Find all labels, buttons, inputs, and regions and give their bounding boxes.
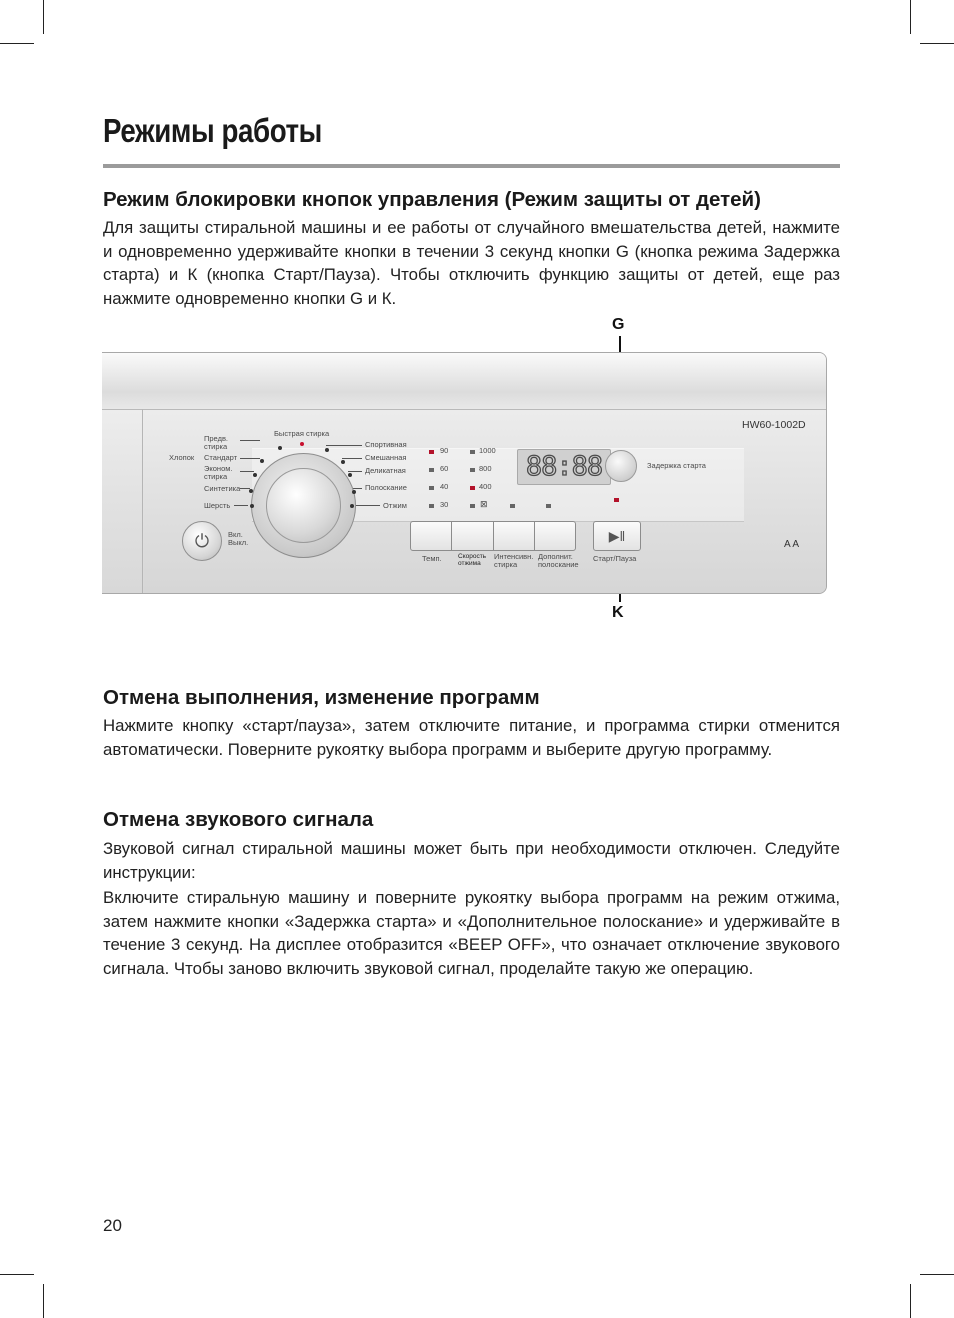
crop-mark — [0, 43, 34, 44]
button-label: Скорость отжима — [458, 553, 487, 567]
power-label: Вкл. Выкл. — [228, 530, 249, 547]
intensive-led — [510, 504, 515, 508]
energy-class-label: A A — [784, 539, 800, 550]
spin-label: 800 — [479, 464, 492, 473]
temperature-label: 90 — [440, 446, 449, 455]
program-leader — [354, 505, 380, 506]
temperature-label: 60 — [440, 464, 449, 473]
crop-mark — [0, 1274, 34, 1275]
panel-separator — [142, 409, 143, 593]
intensive-wash-button[interactable] — [494, 522, 535, 550]
sound-paragraph-steps: Включите стиральную машину и поверните рукоятку выбора программ на режим отжима, затем нажмите кнопки «Задержка старта» и «Дополнительное полоскание» и удерживайте в течение 3 секунд. На дисплее отобразится «BEEP OFF», что означает отключение звукового сигнала. Чтобы заново включить звуковой сигнал, проделайте такую же операцию. — [103, 888, 840, 978]
button-label: Интенсивн. стирка — [494, 552, 534, 569]
program-leader — [240, 458, 260, 459]
program-label-top: Быстрая стирка — [274, 429, 330, 438]
section-heading-child-lock: Режим блокировки кнопок управления (Режим защиты от детей) — [103, 188, 761, 211]
program-leader — [326, 445, 362, 446]
sound-paragraph-intro: Звуковой сигнал стиральной машины может быть при необходимости отключен. Следуйте инструкции: — [103, 839, 840, 882]
knob-tick — [250, 504, 254, 508]
callout-label-k: K — [612, 604, 624, 621]
temperature-button[interactable] — [411, 522, 452, 550]
spin-led — [470, 468, 475, 472]
temperature-led — [429, 486, 434, 490]
panel-rim — [102, 353, 826, 410]
callout-label-g: G — [612, 316, 625, 333]
knob-tick — [348, 473, 352, 477]
play-pause-icon: ▶‖ — [608, 528, 626, 544]
knob-tick — [341, 460, 345, 464]
program-leader — [240, 440, 260, 441]
no-spin-icon: ⊠ — [480, 499, 488, 509]
start-led — [614, 498, 619, 502]
knob-tick — [325, 448, 329, 452]
section-heading-sound: Отмена звукового сигнала — [103, 808, 374, 831]
page-number: 20 — [103, 1216, 122, 1235]
rinse-led — [546, 504, 551, 508]
program-group-label: Хлопок — [169, 453, 195, 462]
program-leader — [342, 458, 362, 459]
time-display: 88:88 — [517, 449, 611, 485]
delay-start-button[interactable] — [605, 450, 637, 482]
temperature-label: 40 — [440, 482, 449, 491]
control-panel-illustration — [102, 352, 827, 594]
temperature-label: 30 — [440, 500, 449, 509]
knob-tick — [253, 473, 257, 477]
program-label-right: Отжим — [383, 501, 407, 510]
program-label-right: Полоскание — [365, 483, 407, 492]
crop-mark — [43, 1284, 44, 1318]
page-title: Режимы работы — [103, 112, 322, 149]
spin-label: 400 — [479, 482, 492, 491]
spin-label: 1000 — [479, 446, 496, 455]
crop-mark — [910, 1284, 911, 1318]
spin-speed-button[interactable] — [452, 522, 493, 550]
program-label-right: Спортивная — [365, 440, 407, 449]
spin-led — [470, 504, 475, 508]
cancel-paragraph: Нажмите кнопку «старт/пауза», затем отключите питание, и программа стирки отменится автоматически. Поверните рукоятку выбора программ и выберите другую программу. — [103, 716, 840, 759]
spin-led — [470, 450, 475, 454]
temperature-led — [429, 450, 434, 454]
crop-mark — [43, 0, 44, 34]
program-label-right: Деликатная — [365, 466, 406, 475]
model-name: HW60-1002D — [742, 419, 806, 431]
function-button-group — [410, 521, 576, 551]
program-selector-knob — [266, 468, 341, 543]
button-label: Дополнит. полоскание — [538, 552, 579, 569]
knob-tick — [350, 504, 354, 508]
crop-mark — [920, 1274, 954, 1275]
child-lock-paragraph: Для защиты стиральной машины и ее работы от случайного вмешательства детей, нажмите и одновременно удерживайте кнопки в течении 3 секунд кнопки G (кнопка режима Задержка старта) и К (кнопка Старт/Пауза). Чтобы отключить функцию защиты от детей, еще раз нажмите одновременно кнопки G и К. — [103, 218, 840, 308]
temperature-led — [429, 504, 434, 508]
extra-rinse-button[interactable] — [535, 522, 575, 550]
knob-tick — [249, 489, 253, 493]
spin-led — [470, 486, 475, 490]
title-rule — [103, 164, 840, 168]
program-label-left: Эконом. стирка — [204, 464, 233, 481]
program-label-right: Смешанная — [365, 453, 407, 462]
section-heading-cancel: Отмена выполнения, изменение программ — [103, 686, 540, 709]
temperature-led — [429, 468, 434, 472]
program-label-left: Предв. стирка — [204, 434, 229, 451]
power-icon: ⏻ — [194, 531, 210, 551]
program-label-left: Стандарт — [204, 453, 238, 462]
program-leader — [234, 505, 248, 506]
program-leader — [240, 471, 254, 472]
start-pause-label: Старт/Пауза — [593, 554, 637, 563]
program-leader — [348, 471, 362, 472]
delay-start-label: Задержка старта — [647, 461, 706, 470]
crop-mark — [910, 0, 911, 34]
knob-tick — [278, 446, 282, 450]
program-label-left: Синтетика — [204, 484, 241, 493]
knob-tick — [300, 442, 304, 446]
program-label-left: Шерсть — [204, 501, 231, 510]
crop-mark — [920, 43, 954, 44]
knob-tick — [352, 490, 356, 494]
power-button[interactable] — [182, 521, 222, 561]
start-pause-button[interactable] — [593, 521, 641, 551]
knob-tick — [260, 459, 264, 463]
button-label: Темп. — [422, 554, 442, 563]
